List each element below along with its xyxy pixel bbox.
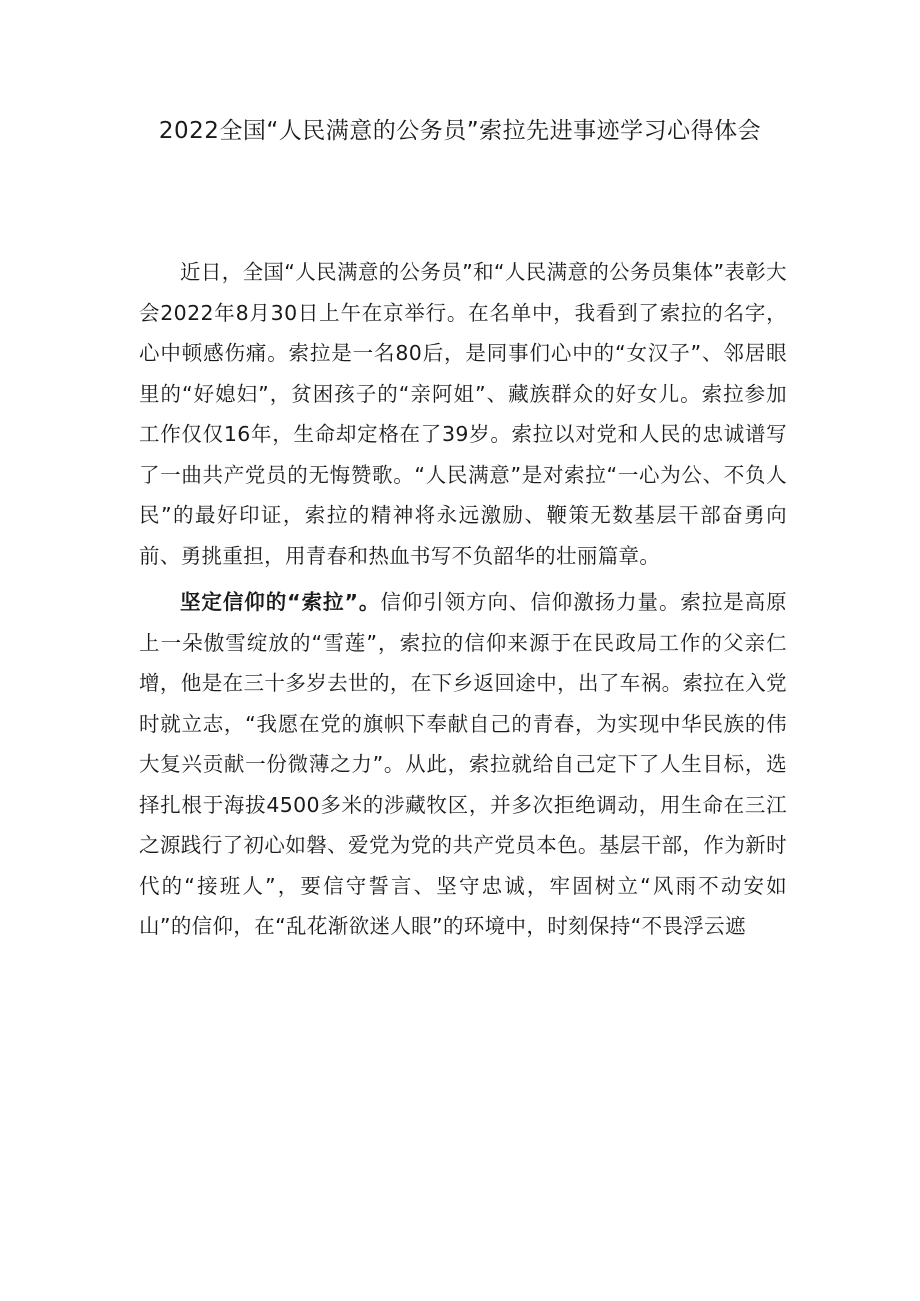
document-body bbox=[139, 252, 787, 953]
paragraph-text: 信仰引领方向、信仰激扬力量。索拉是高原上一朵傲雪绽放的“雪莲”，索拉的信仰来源于在民政局工作的父亲仁增，他是在三十多岁去世的，在下乡返回途中，出了车祸。索拉在入党时就立志，“我愿在党的旗帜下奉献自己的青春，为实现中华民族的伟大复兴贡献一份微薄之力”。从此，索拉就给自己定下了人生目标，选择扎根于海拔4500多米的涉藏牧区，并多次拒绝调动，用生命在三江之源践行了初心如磐、爱党为党的共产党员本色。基层干部，作为新时代的“接班人”，要信守誓言、坚守忠诚，牢固树立“风雨不动安如山”的信仰，在“乱花渐欲迷人眼”的环境中，时刻保持“不畏浮云遮 bbox=[139, 590, 787, 938]
paragraph-text: 近日，全国“人民满意的公务员”和“人民满意的公务员集体”表彰大会2022年8月30日上午在京举行。在名单中，我看到了索拉的名字，心中顿感伤痛。索拉是一名80后，是同事们心中的“女汉子”、邻居眼里的“好媳妇”，贫困孩子的“亲阿姐”、藏族群众的好女儿。索拉参加工作仅仅16年，生命却定格在了39岁。索拉以对党和人民的忠诚谱写了一曲共产党员的无悔赞歌。“人民满意”是对索拉“一心为公、不负人民”的最好印证，索拉的精神将永远激励、鞭策无数基层干部奋勇向前、勇挑重担，用青春和热血书写不负韶华的壮丽篇章。 bbox=[139, 260, 787, 568]
document-title: 2022全国“人民满意的公务员”索拉先进事迹学习心得体会 bbox=[158, 118, 762, 144]
paragraph-lead: 坚定信仰的“索拉”。 bbox=[180, 590, 381, 614]
paragraph-faith bbox=[139, 582, 787, 947]
paragraph-intro bbox=[139, 252, 787, 576]
